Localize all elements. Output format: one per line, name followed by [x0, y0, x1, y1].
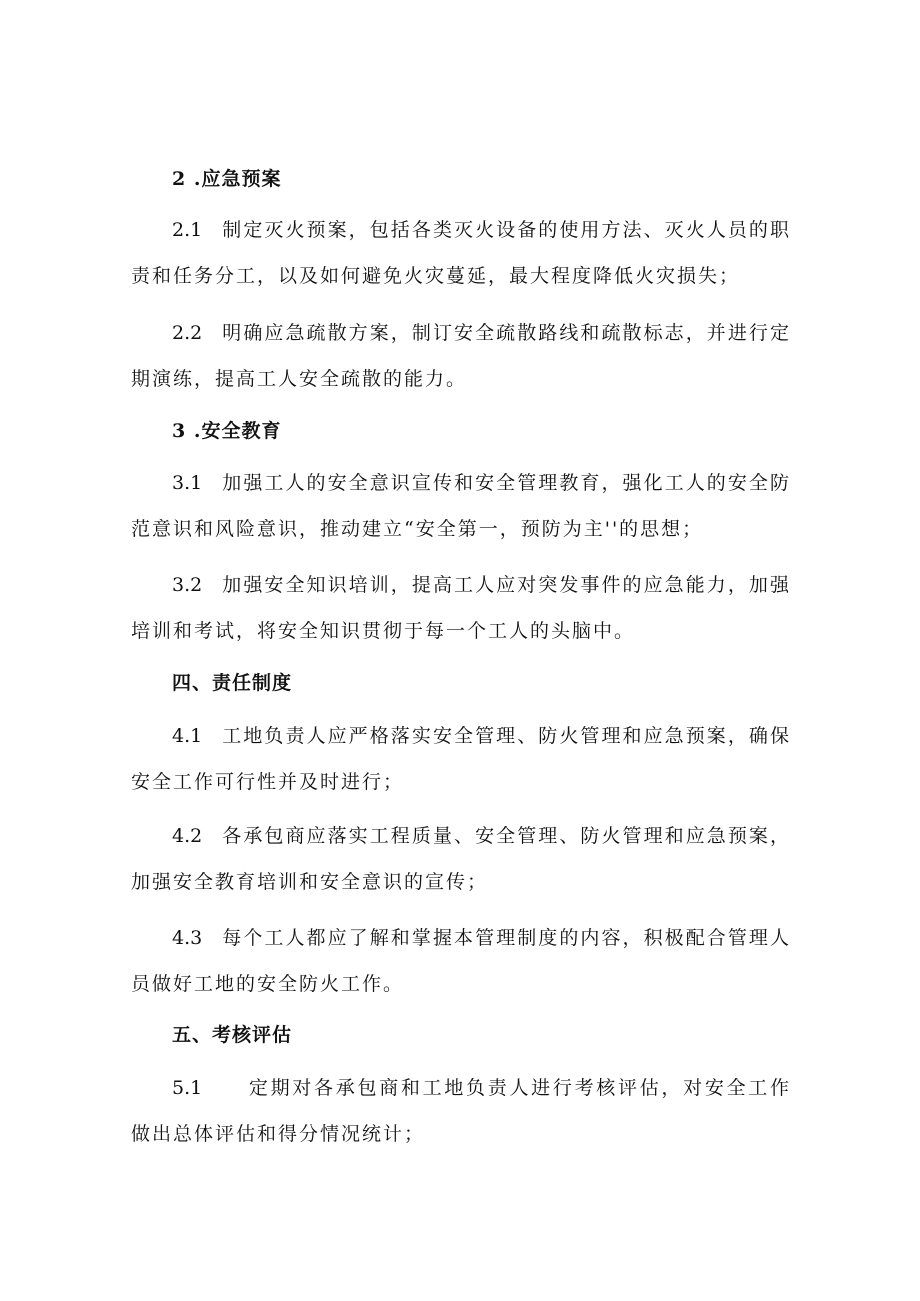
paragraph-4-2: [131, 813, 791, 905]
item-text: 工地负责人应严格落实安全管理、防火管理和应急预案，确保安全工作可行性并及时进行；: [131, 725, 791, 793]
paragraph-2-2: [131, 310, 791, 402]
item-text: 加强安全知识培训，提高工人应对突发事件的应急能力，加强培训和考试，将安全知识贯彻于每一个工人的头脑中。: [131, 574, 791, 642]
item-number: 2.1: [172, 219, 203, 241]
section-heading-emergency-plan: 2 .应急预案: [172, 168, 282, 190]
section-heading-safety-education: 3 .安全教育: [172, 420, 282, 442]
item-text: 各承包商应落实工程质量、安全管理、防火管理和应急预案，加强安全教育培训和安全意识的宣传；: [131, 825, 791, 893]
paragraph-3-1: [131, 460, 791, 552]
item-text: 明确应急疏散方案，制订安全疏散路线和疏散标志，并进行定期演练，提高工人安全疏散的能力。: [131, 322, 791, 390]
paragraph-4-3: [131, 915, 791, 1007]
item-text: 制定灭火预案，包括各类灭火设备的使用方法、灭火人员的职责和任务分工，以及如何避免火灾蔓延，最大程度降低火灾损失；: [131, 219, 791, 287]
section-heading-assessment: 五、考核评估: [172, 1024, 293, 1046]
item-number: 3.2: [172, 574, 203, 596]
item-number: 4.1: [172, 725, 203, 747]
item-number: 5.1: [172, 1077, 203, 1099]
paragraph-3-2: [131, 562, 791, 654]
paragraph-4-1: [131, 713, 791, 805]
section-heading-responsibility: 四、责任制度: [172, 672, 293, 694]
item-text: 加强工人的安全意识宣传和安全管理教育，强化工人的安全防范意识和风险意识，推动建立“安全第一，预防为主''的思想；: [131, 472, 791, 540]
item-number: 2.2: [172, 322, 203, 344]
paragraph-2-1: [131, 207, 791, 299]
item-number: 4.2: [172, 825, 203, 847]
paragraph-5-1: [131, 1065, 791, 1157]
item-number: 4.3: [172, 927, 203, 949]
item-number: 3.1: [172, 472, 203, 494]
item-text: 每个工人都应了解和掌握本管理制度的内容，积极配合管理人员做好工地的安全防火工作。: [131, 927, 791, 995]
item-text: 定期对各承包商和工地负责人进行考核评估，对安全工作做出总体评估和得分情况统计；: [131, 1077, 791, 1145]
